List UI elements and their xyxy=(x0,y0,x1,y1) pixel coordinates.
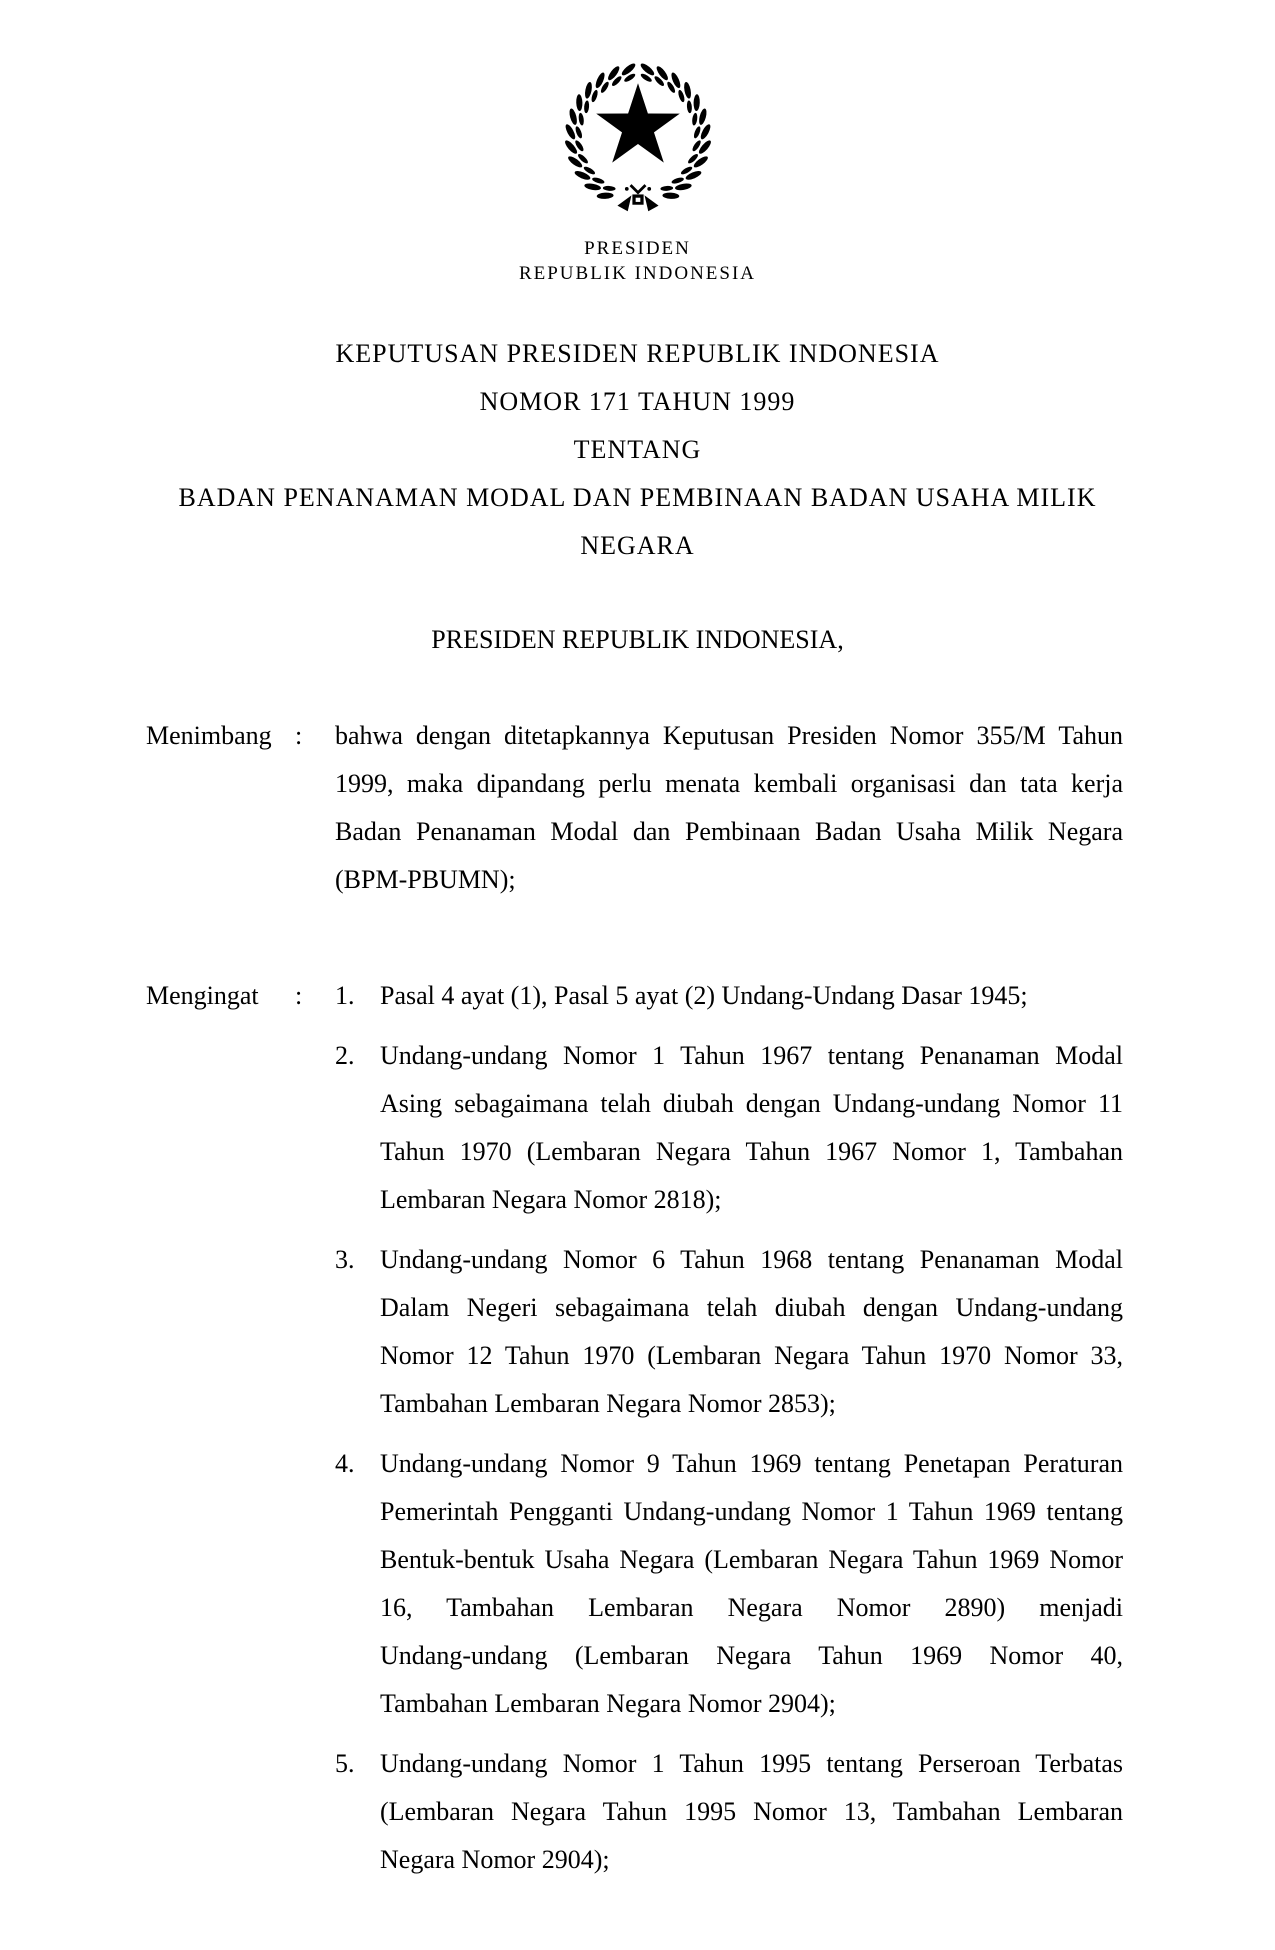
clause-body-menimbang xyxy=(335,712,1123,904)
seal-container xyxy=(0,0,1275,220)
legal-basis-item-5 xyxy=(335,1740,1123,1884)
item-text xyxy=(380,1236,1123,1428)
clause-colon: : xyxy=(295,721,303,750)
paragraph-line: Tahun 1970 (Lembaran Negara Tahun 1967 Nomor 1, Tambahan xyxy=(380,1137,1123,1166)
wreath-ribbon-bow xyxy=(617,185,658,211)
letterhead-line-presiden: PRESIDEN xyxy=(584,238,691,259)
paragraph-line: (BPM-PBUMN); xyxy=(335,865,516,894)
paragraph-line: Negara Nomor 2904); xyxy=(380,1845,610,1874)
legal-basis-item-4 xyxy=(335,1440,1123,1728)
paragraph-line: bahwa dengan ditetapkannya Keputusan Presiden Nomor 355/M Tahun xyxy=(335,721,1123,750)
item-number: 4. xyxy=(335,1449,355,1478)
item-number: 2. xyxy=(335,1041,355,1070)
title-line-tentang: TENTANG xyxy=(573,435,702,464)
clause-menimbang xyxy=(0,712,1275,904)
paragraph-line: Pasal 4 ayat (1), Pasal 5 ayat (2) Undang-Undang Dasar 1945; xyxy=(380,981,1028,1010)
title-line-number: NOMOR 171 TAHUN 1999 xyxy=(479,387,796,416)
paragraph-line: Pemerintah Pengganti Undang-undang Nomor 1 Tahun 1969 tentang xyxy=(380,1497,1123,1526)
item-text xyxy=(380,1032,1123,1224)
title-line-decree: KEPUTUSAN PRESIDEN REPUBLIK INDONESIA xyxy=(335,339,940,368)
clause-mengingat xyxy=(0,972,1275,1884)
item-text xyxy=(380,972,1123,1020)
item-text xyxy=(380,1440,1123,1728)
title-line-subject-2: NEGARA xyxy=(580,531,695,560)
clause-body-mengingat xyxy=(335,972,1123,1884)
preamble-heading: PRESIDEN REPUBLIK INDONESIA, xyxy=(431,625,844,654)
star-icon xyxy=(596,83,680,162)
paragraph-line: Undang-undang Nomor 1 Tahun 1967 tentang Penanaman Modal xyxy=(380,1041,1123,1070)
item-number: 5. xyxy=(335,1749,355,1778)
paragraph-line: Nomor 12 Tahun 1970 (Lembaran Negara Tahun 1970 Nomor 33, xyxy=(380,1341,1123,1370)
paragraph-line: Undang-undang Nomor 6 Tahun 1968 tentang Penanaman Modal xyxy=(380,1245,1123,1274)
item-number: 1. xyxy=(335,981,355,1010)
clause-label-menimbang: Menimbang xyxy=(146,721,272,750)
title-line-subject-1: BADAN PENANAMAN MODAL DAN PEMBINAAN BADAN USAHA MILIK xyxy=(178,483,1097,512)
legal-basis-item-2 xyxy=(335,1032,1123,1224)
legal-basis-item-1 xyxy=(335,972,1123,1020)
paragraph-line: Bentuk-bentuk Usaha Negara (Lembaran Negara Tahun 1969 Nomor xyxy=(380,1545,1123,1574)
decree-title-block xyxy=(0,330,1275,570)
presidential-star-wreath-seal-icon xyxy=(556,58,720,215)
paragraph-line: Tambahan Lembaran Negara Nomor 2904); xyxy=(380,1689,836,1718)
paragraph-line: 1999, maka dipandang perlu menata kembali organisasi dan tata kerja xyxy=(335,769,1123,798)
paragraph-line: Tambahan Lembaran Negara Nomor 2853); xyxy=(380,1389,836,1418)
letterhead xyxy=(0,236,1275,286)
clause-colon: : xyxy=(295,981,303,1010)
letterhead-line-republik-indonesia: REPUBLIK INDONESIA xyxy=(518,263,757,284)
item-text xyxy=(380,1740,1123,1884)
paragraph-line: Badan Penanaman Modal dan Pembinaan Badan Usaha Milik Negara xyxy=(335,817,1123,846)
clause-label-mengingat: Mengingat xyxy=(146,981,259,1010)
paragraph-line: Undang-undang Nomor 1 Tahun 1995 tentang Perseroan Terbatas xyxy=(380,1749,1123,1778)
paragraph-line: (Lembaran Negara Tahun 1995 Nomor 13, Tambahan Lembaran xyxy=(380,1797,1123,1826)
paragraph-line: 16, Tambahan Lembaran Negara Nomor 2890) menjadi xyxy=(380,1593,1123,1622)
paragraph-line: Lembaran Negara Nomor 2818); xyxy=(380,1185,722,1214)
paragraph-line: Dalam Negeri sebagaimana telah diubah dengan Undang-undang xyxy=(380,1293,1123,1322)
paragraph-line: Undang-undang Nomor 9 Tahun 1969 tentang Penetapan Peraturan xyxy=(380,1449,1123,1478)
paragraph-line: Asing sebagaimana telah diubah dengan Undang-undang Nomor 11 xyxy=(380,1089,1123,1118)
paragraph-line: Undang-undang (Lembaran Negara Tahun 1969 Nomor 40, xyxy=(380,1641,1123,1670)
item-number: 3. xyxy=(335,1245,355,1274)
legal-basis-item-3 xyxy=(335,1236,1123,1428)
